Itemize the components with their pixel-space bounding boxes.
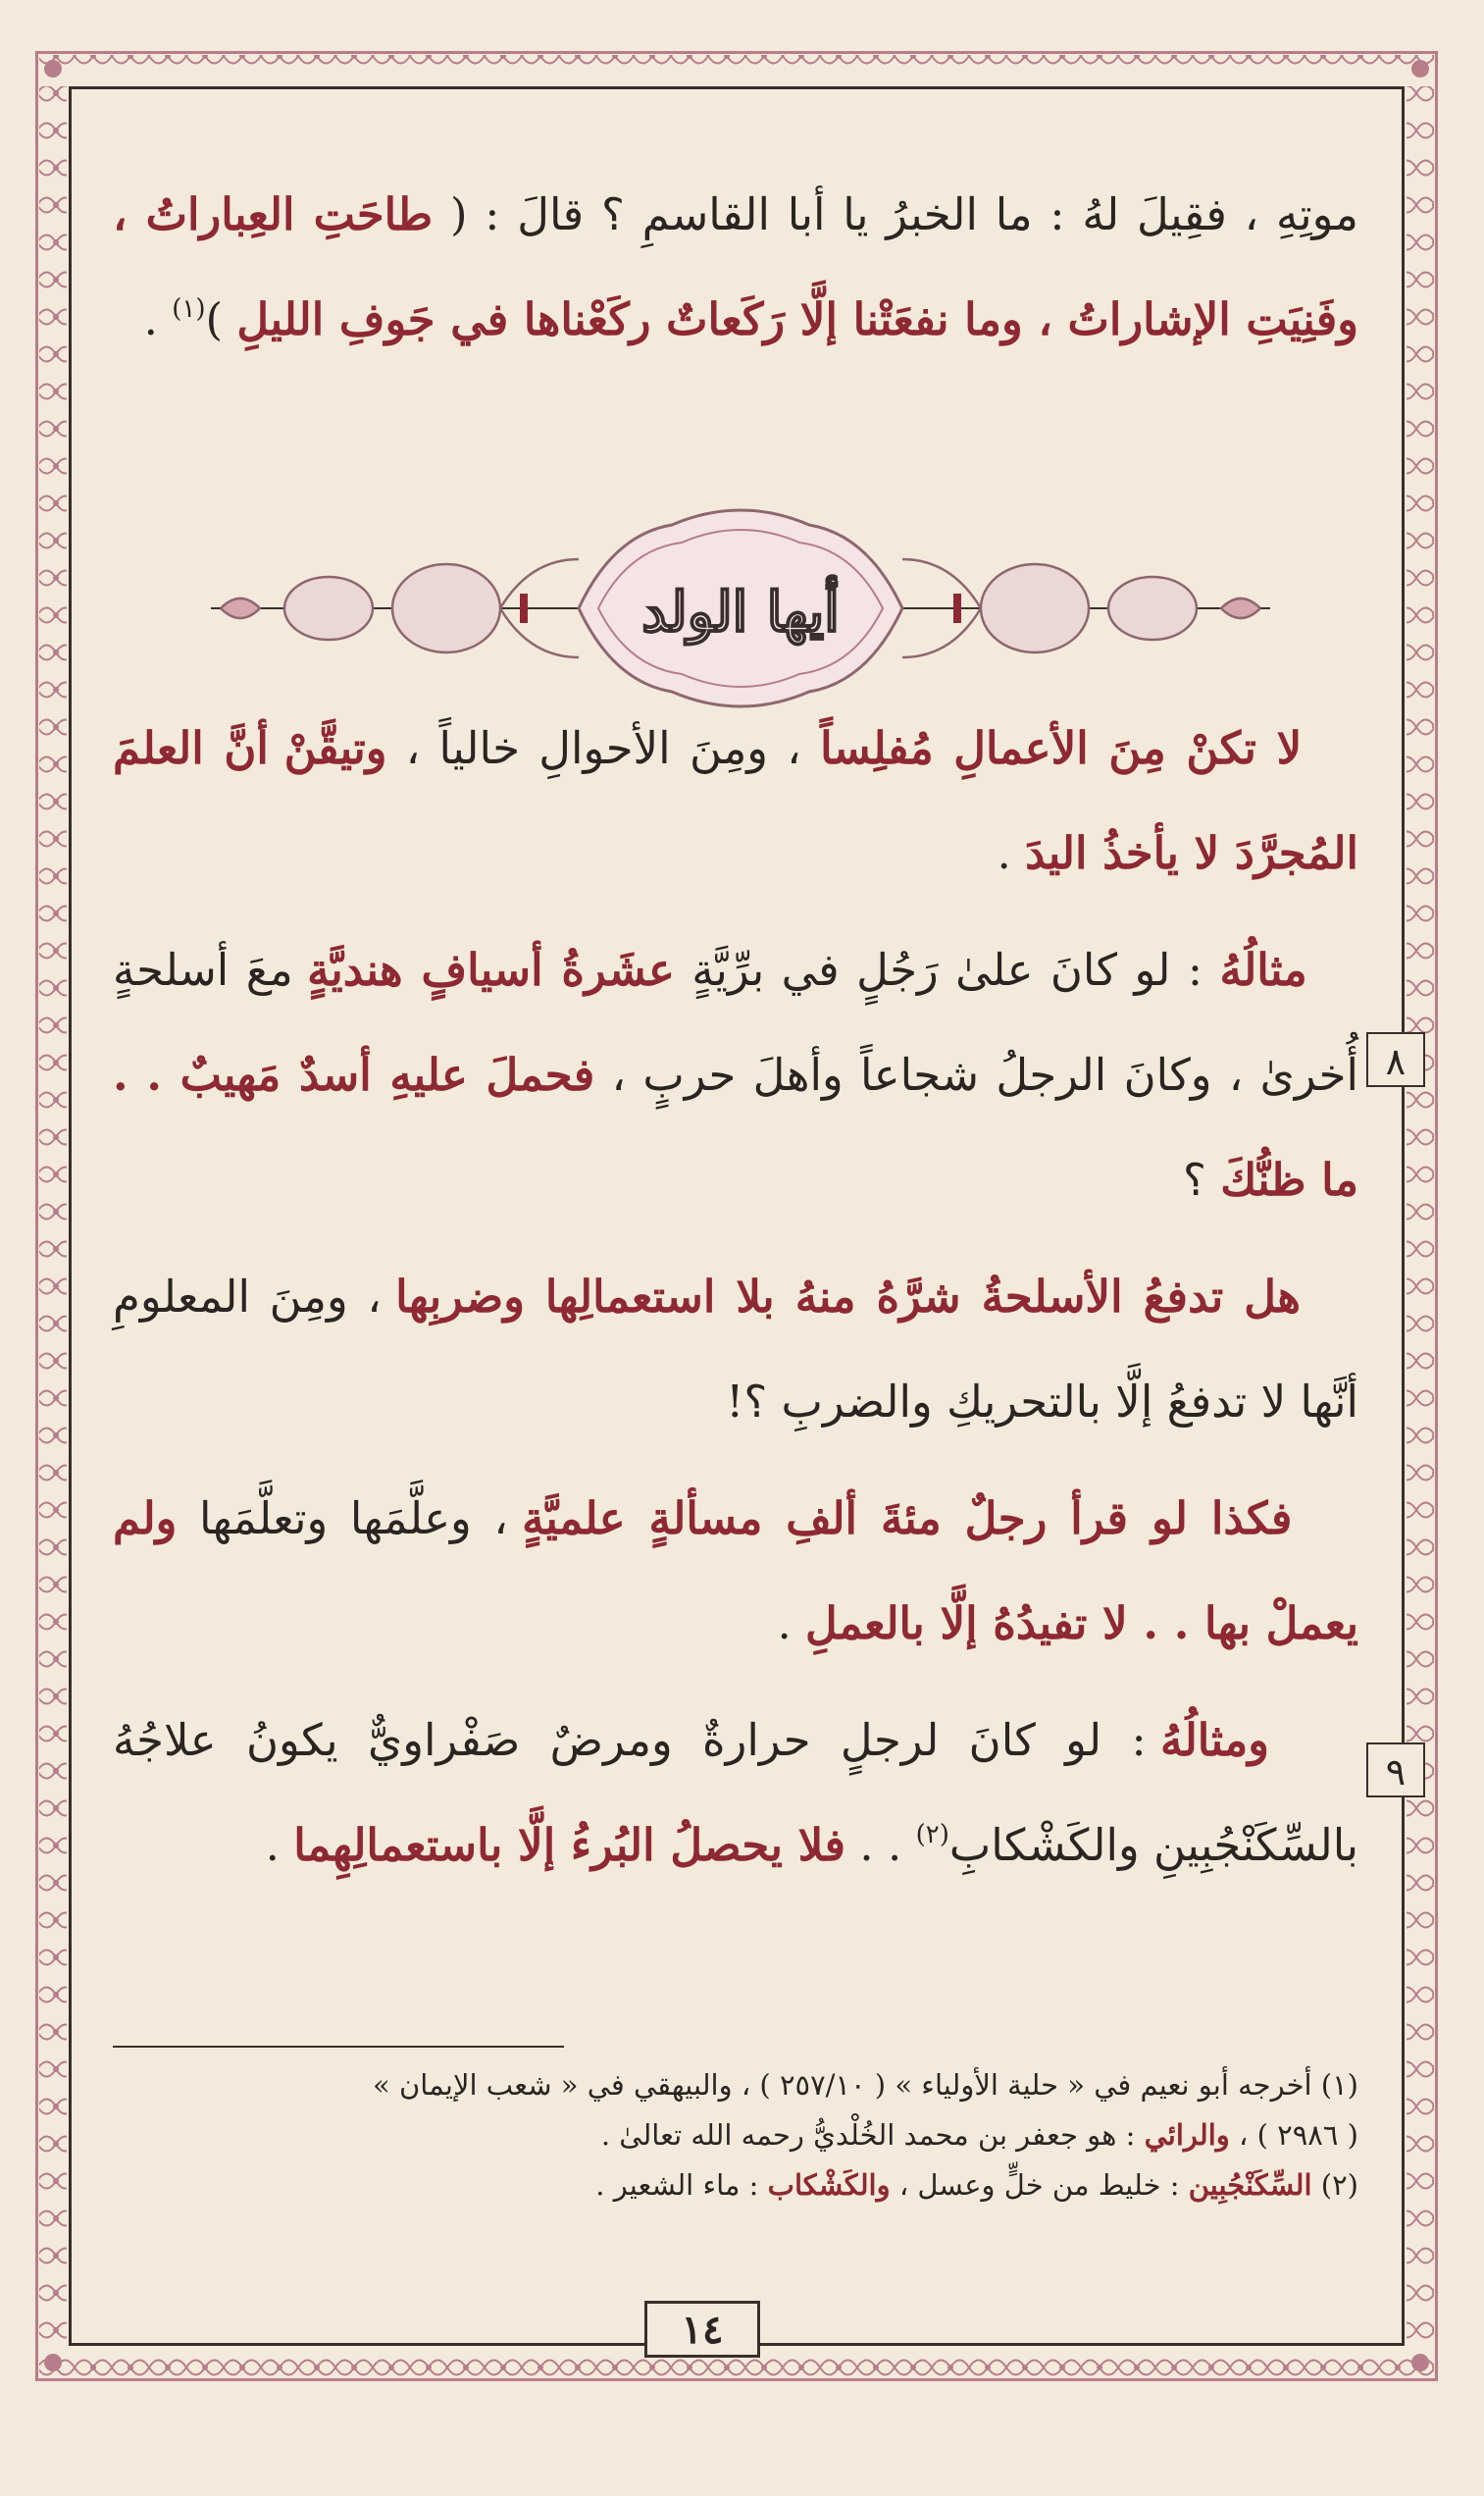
- paragraph-2: [113, 696, 1358, 906]
- p3-text-a: مثالُهُ: [1219, 944, 1307, 996]
- footnotes: [113, 2060, 1358, 2210]
- p5-text-b: ، وعلَّمَها وتعلَّمَها: [177, 1492, 523, 1544]
- p6-text-e: .: [265, 1819, 294, 1871]
- footnote-1-line-1: (١) أخرجه أبو نعيم في « حلية الأولياء » ( ٢٥٧/١٠ ) ، والبيهقي في « شعب الإيمان »: [373, 2068, 1358, 2102]
- footnote-2-term-1: السِّكَنْجُبِين: [1188, 2168, 1312, 2202]
- footnote-2-gloss-2: : ماء الشعير .: [595, 2168, 768, 2202]
- footnote-1-ref: ( ٢٩٨٦ ) ،: [1229, 2118, 1358, 2152]
- footnote-2-num: (٢): [1311, 2168, 1358, 2202]
- p1-quote: طاحَتِ العِباراتُ ، وفَنِيَتِ الإشاراتُ ، وما نفعَتْنا إلَّا رَكَعاتٌ ركَعْناها في جَوفِ الليلِ: [113, 188, 1358, 345]
- p3-text-c: عشَرةُ أسيافٍ هنديَّةٍ: [307, 944, 675, 996]
- paragraph-6: [113, 1688, 1358, 1898]
- p1-text-d: .: [143, 293, 173, 345]
- p3-text-b: : لو كانَ علىٰ رَجُلٍ في برِّيَّةٍ: [674, 944, 1220, 996]
- main-text: [113, 162, 1358, 1898]
- p3-text-f: ؟: [1182, 1154, 1221, 1206]
- paragraph-3: [113, 917, 1358, 1232]
- side-number-8: ٨: [1366, 1032, 1425, 1087]
- paragraph-4: [113, 1244, 1358, 1454]
- p1-text-a: موتِهِ ، فقِيلَ لهُ : ما الخبرُ يا أبا القاسمِ ؟ قالَ : (: [433, 188, 1358, 240]
- p3-text-e: فحملَ عليهِ أسدٌ مَهيبٌ . . ما ظنُّكَ: [113, 1049, 1358, 1206]
- p2-text-d: .: [997, 827, 1026, 879]
- footnote-2: [113, 2160, 1358, 2210]
- page-number: ١٤: [644, 2301, 760, 2358]
- footnote-1-gloss: : هو جعفر بن محمد الخُلْديُّ رحمه الله تعالىٰ .: [600, 2118, 1145, 2152]
- side-number-9: ٩: [1366, 1742, 1425, 1797]
- paragraph-1: [113, 162, 1358, 372]
- p5-text-d: .: [777, 1597, 806, 1649]
- footnote-ref-2[interactable]: (٢): [915, 1820, 949, 1849]
- ornament-spacer: [113, 372, 1358, 696]
- p2-text-a: لا تكنْ مِنَ الأعمالِ مُفلِساً: [820, 722, 1303, 774]
- p1-text-c: ): [205, 293, 237, 345]
- p5-text-c: ولم يعملْ بها . . لا تفيدُهُ إلَّا بالعملِ: [113, 1492, 1358, 1649]
- footnote-1-term: والرائي: [1144, 2118, 1230, 2152]
- p5-text-a: فكذا لو قرأ رجلٌ مئةَ ألفِ مسألةٍ علميَّةٍ: [522, 1492, 1293, 1544]
- footnote-1-line-2: [113, 2110, 1358, 2160]
- p6-text-b: : لو كانَ لرجلٍ حرارةٌ ومرضٌ صَفْراويٌّ يكونُ علاجُهُ بالسِّكَنْجُبِينِ والكَشْكابِ: [113, 1714, 1358, 1871]
- footnote-separator: [113, 2046, 564, 2048]
- footnote-ref-1[interactable]: (١): [172, 294, 206, 324]
- p4-text-b: ، ومِنَ المعلومِ أنَّها لا تدفعُ إلَّا بالتحريكِ والضربِ ؟!: [113, 1271, 1358, 1428]
- footnote-2-gloss-1: : خليط من خلٍّ وعسل ،: [890, 2168, 1189, 2202]
- p4-text-a: هل تدفعُ الأسلحةُ شرَّهُ منهُ بلا استعمالِها وضربِها: [395, 1271, 1302, 1323]
- footnote-2-term-2: والكَشْكاب: [767, 2168, 891, 2202]
- p6-text-c: . .: [845, 1819, 916, 1871]
- p6-text-d: فلا يحصلُ البُرءُ إلَّا باستعمالِهِما: [293, 1819, 846, 1871]
- p6-text-a: ومثالُهُ: [1159, 1714, 1269, 1766]
- p3-text-d: معَ أسلحةٍ أُخرىٰ ، وكانَ الرجلُ شجاعاً وأهلَ حربٍ ،: [113, 944, 1358, 1101]
- p2-text-c: وتيقَّنْ أنَّ العلمَ المُجرَّدَ لا يأخذُ اليدَ: [113, 722, 1358, 879]
- paragraph-5: [113, 1466, 1358, 1676]
- p2-text-b: ، ومِنَ الأحوالِ خالياً ،: [386, 722, 821, 774]
- ornament-title: أيها الولد: [641, 580, 840, 645]
